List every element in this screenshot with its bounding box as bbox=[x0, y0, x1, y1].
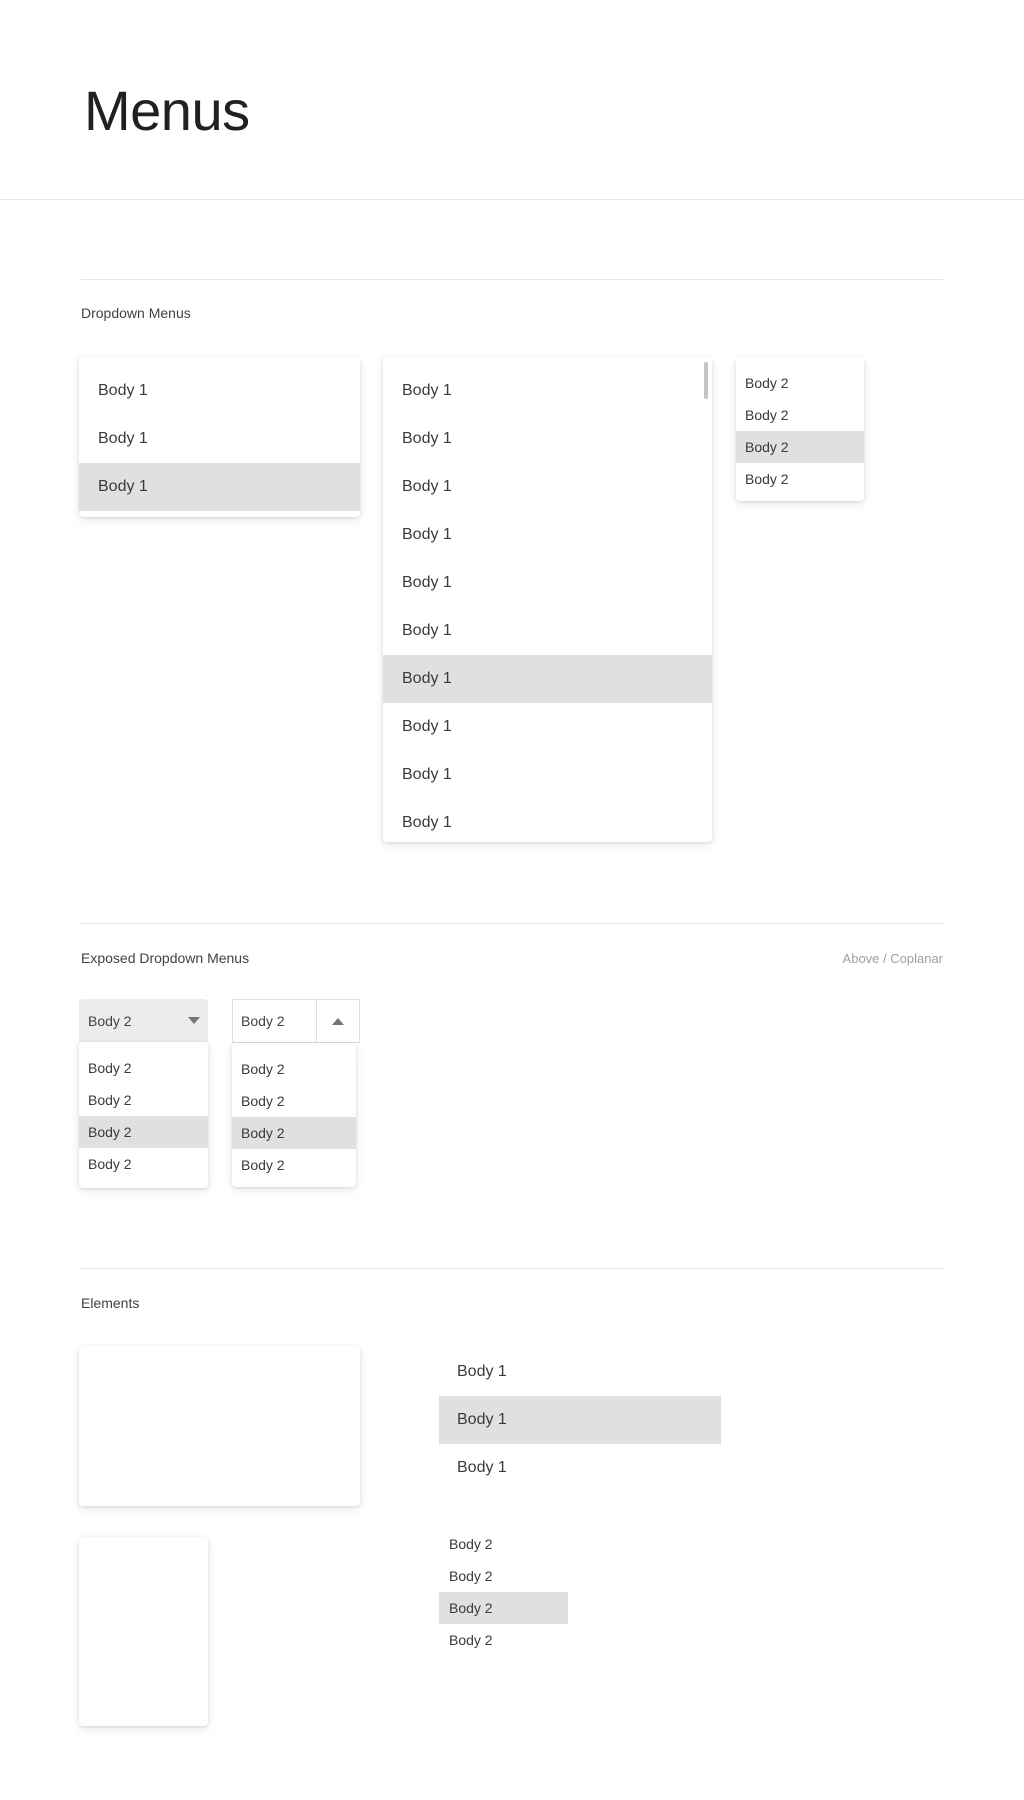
menu-item-label: Body 2 bbox=[88, 1124, 132, 1140]
menu-item-label: Body 2 bbox=[88, 1092, 132, 1108]
exposed-dropdown-trigger-outlined[interactable] bbox=[232, 999, 360, 1043]
menu-item[interactable] bbox=[79, 1148, 208, 1180]
menu-item-label: Body 2 bbox=[745, 471, 789, 487]
menu-item-label: Body 2 bbox=[449, 1536, 493, 1552]
page-title: Menus bbox=[84, 79, 250, 142]
menu-item[interactable] bbox=[383, 703, 712, 751]
menu-item[interactable] bbox=[79, 415, 360, 463]
menu-item-label: Body 2 bbox=[449, 1568, 493, 1584]
menu-surface-card-large bbox=[79, 1346, 360, 1506]
menu-item[interactable] bbox=[79, 1052, 208, 1084]
menu-item[interactable] bbox=[232, 1085, 356, 1117]
menu-item-label: Body 1 bbox=[98, 430, 148, 447]
exposed-dropdown-menu-outlined bbox=[232, 1043, 356, 1187]
menu-item-label: Body 1 bbox=[402, 622, 452, 639]
exposed-dropdown-value: Body 2 bbox=[241, 1013, 285, 1029]
menu-item-label: Body 2 bbox=[241, 1157, 285, 1173]
menu-item-label: Body 1 bbox=[402, 814, 452, 831]
dropdown-menu-dense bbox=[736, 357, 864, 501]
menu-item[interactable] bbox=[439, 1528, 568, 1560]
section-divider bbox=[81, 279, 943, 280]
menu-item[interactable] bbox=[383, 559, 712, 607]
menu-item[interactable] bbox=[383, 799, 712, 842]
section-meta-above-coplanar: Above / Coplanar bbox=[842, 951, 943, 966]
menu-item[interactable] bbox=[439, 1444, 721, 1492]
menu-item[interactable] bbox=[439, 1592, 568, 1624]
menu-item[interactable] bbox=[736, 463, 864, 495]
menu-item-label: Body 1 bbox=[402, 574, 452, 591]
menu-item[interactable] bbox=[736, 399, 864, 431]
menu-item-label: Body 1 bbox=[457, 1411, 507, 1428]
dropdown-arrow-up-icon bbox=[316, 1000, 359, 1042]
menu-item[interactable] bbox=[232, 1053, 356, 1085]
menu-item[interactable] bbox=[79, 463, 360, 511]
menu-item-label: Body 2 bbox=[449, 1632, 493, 1648]
exposed-dropdown-menu-filled bbox=[79, 1042, 208, 1188]
menu-item-label: Body 2 bbox=[241, 1093, 285, 1109]
element-list-body2 bbox=[439, 1528, 568, 1656]
menu-item-label: Body 2 bbox=[745, 407, 789, 423]
menu-item[interactable] bbox=[383, 655, 712, 703]
dropdown-arrow-down-icon bbox=[180, 1017, 208, 1024]
element-list-body1 bbox=[439, 1348, 721, 1492]
menu-item[interactable] bbox=[439, 1396, 721, 1444]
menu-item[interactable] bbox=[383, 511, 712, 559]
menu-item-label: Body 1 bbox=[402, 478, 452, 495]
menu-item[interactable] bbox=[383, 463, 712, 511]
dropdown-menu-short bbox=[79, 357, 360, 517]
menu-item[interactable] bbox=[383, 367, 712, 415]
menu-item[interactable] bbox=[79, 1084, 208, 1116]
menu-item[interactable] bbox=[79, 367, 360, 415]
menu-item[interactable] bbox=[439, 1348, 721, 1396]
menu-item-label: Body 2 bbox=[88, 1060, 132, 1076]
menu-item[interactable] bbox=[439, 1560, 568, 1592]
menu-item-label: Body 1 bbox=[457, 1363, 507, 1380]
menu-item-label: Body 2 bbox=[449, 1600, 493, 1616]
menu-item-label: Body 1 bbox=[98, 478, 148, 495]
menu-item[interactable] bbox=[79, 1116, 208, 1148]
menu-item[interactable] bbox=[383, 415, 712, 463]
section-divider bbox=[81, 1268, 943, 1269]
menu-item-label: Body 1 bbox=[402, 718, 452, 735]
menu-item[interactable] bbox=[383, 751, 712, 799]
menu-surface-card-small bbox=[79, 1537, 208, 1726]
menu-item[interactable] bbox=[439, 1624, 568, 1656]
section-label-exposed-dropdown-menus: Exposed Dropdown Menus bbox=[81, 950, 250, 966]
exposed-dropdown-value: Body 2 bbox=[88, 1012, 132, 1029]
menu-item-label: Body 2 bbox=[745, 375, 789, 391]
menu-item[interactable] bbox=[232, 1117, 356, 1149]
menu-item-label: Body 2 bbox=[241, 1125, 285, 1141]
menu-item[interactable] bbox=[232, 1149, 356, 1181]
menu-item-label: Body 1 bbox=[457, 1459, 507, 1476]
header-divider bbox=[0, 199, 1024, 200]
section-label-elements: Elements bbox=[81, 1295, 140, 1311]
dropdown-menu-scrollable bbox=[383, 357, 712, 842]
menu-item-label: Body 2 bbox=[241, 1061, 285, 1077]
menu-item-label: Body 1 bbox=[402, 526, 452, 543]
menu-item-label: Body 1 bbox=[98, 382, 148, 399]
menu-item[interactable] bbox=[736, 367, 864, 399]
menu-item-label: Body 1 bbox=[402, 430, 452, 447]
menu-item-label: Body 2 bbox=[745, 439, 789, 455]
section-divider bbox=[81, 923, 943, 924]
menu-item[interactable] bbox=[383, 607, 712, 655]
section-label-dropdown-menus: Dropdown Menus bbox=[81, 305, 191, 321]
exposed-dropdown-trigger-filled[interactable] bbox=[79, 999, 208, 1042]
scrollbar-thumb[interactable] bbox=[704, 362, 708, 399]
menu-item-label: Body 2 bbox=[88, 1156, 132, 1172]
menu-item[interactable] bbox=[736, 431, 864, 463]
menu-item-label: Body 1 bbox=[402, 382, 452, 399]
menu-item-label: Body 1 bbox=[402, 766, 452, 783]
menu-item-label: Body 1 bbox=[402, 670, 452, 687]
